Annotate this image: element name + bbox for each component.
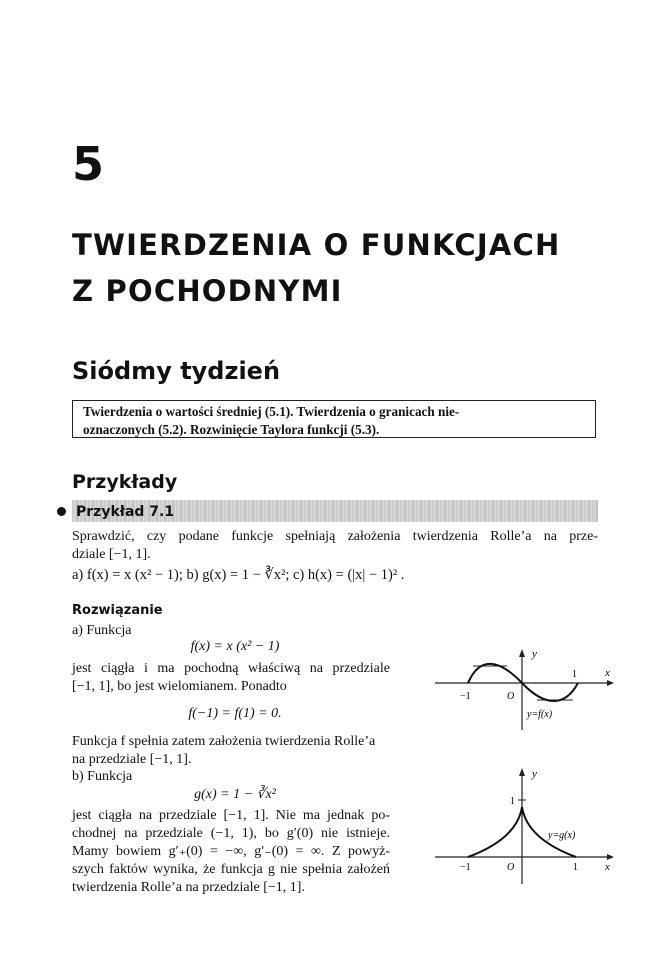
week-summary-line2: oznaczonych (5.2). Rozwinięcie Taylora funkcji (5.3).: [83, 422, 380, 437]
fig2-tick-y: 1: [510, 796, 515, 807]
chapter-number: 5: [72, 137, 105, 191]
solution-b-line5: twierdzenia Rolle’a na przedziale [−1, 1].: [72, 880, 305, 895]
fig1-tick-pos: 1: [572, 669, 577, 680]
functions-list: a) f(x) = x (x² − 1); b) g(x) = 1 − ∛x²; c) h(x) = (|x| − 1)² .: [72, 567, 405, 583]
solution-b-line2: chodnej na przedziale (−1, 1), bo g′(0) nie istnieje.: [72, 826, 390, 841]
solution-a-text: [72, 660, 390, 696]
fig1-tick-neg: −1: [460, 691, 471, 702]
solution-a-equation2: f(−1) = f(1) = 0.: [188, 706, 282, 721]
problem-line1: Sprawdzić, czy podane funkcje spełniają założenia twierdzenia Rolle’a na prze-: [72, 529, 598, 544]
examples-heading: Przykłady: [72, 471, 178, 493]
chapter-title-line1: TWIERDZENIA O FUNKCJACH: [72, 228, 561, 262]
solution-a-line1: jest ciągła i ma pochodną właściwą na przedziale: [72, 661, 390, 676]
fig2-tick-pos: 1: [573, 862, 578, 873]
solution-a-line4: na przedziale [−1, 1].: [72, 752, 192, 767]
fig2-x-axis-label: x: [605, 861, 610, 873]
solution-b-line4: szych faktów wynika, że funkcja g nie spełnia założeń: [72, 862, 390, 877]
solution-b-line1: jest ciągła na przedziale [−1, 1]. Nie ma jednak po-: [72, 808, 390, 823]
chapter-title: [72, 222, 560, 314]
example-label: Przykład 7.1: [76, 504, 175, 520]
solution-a-conclusion: [72, 733, 390, 769]
problem-line2: dziale [−1, 1].: [72, 547, 151, 562]
fig2-tick-neg: −1: [460, 862, 471, 873]
bullet-icon: [57, 507, 66, 516]
solution-a-line2: [−1, 1], bo jest wielomianem. Ponadto: [72, 679, 287, 694]
fig1-curve-label: y=f(x): [527, 709, 553, 720]
solution-b-label: b) Funkcja: [72, 769, 133, 784]
figure-f-graph: [425, 645, 615, 735]
solution-b-text: [72, 807, 390, 897]
week-summary-line1: Twierdzenia o wartości średniej (5.1). Twierdzenia o granicach nie-: [83, 404, 460, 419]
fig2-y-axis-label: y: [532, 768, 537, 780]
figure-g-graph: [425, 762, 615, 892]
fig1-x-axis-label: x: [605, 667, 610, 679]
solution-b-line3: Mamy bowiem g′₊(0) = −∞, g′₋(0) = ∞. Z powyż-: [72, 844, 390, 859]
problem-statement: [72, 528, 598, 564]
solution-a-label: a) Funkcja: [72, 623, 132, 638]
fig2-origin: O: [507, 862, 515, 873]
fig1-origin: O: [507, 691, 515, 702]
week-summary-box: [72, 400, 596, 438]
fig2-curve-label: y=g(x): [548, 830, 576, 841]
week-title: Siódmy tydzień: [72, 357, 281, 385]
solution-a-line3: Funkcja f spełnia zatem założenia twierdzenia Rolle’a: [72, 734, 376, 749]
solution-a-equation1: f(x) = x (x² − 1): [190, 639, 280, 654]
solution-b-equation1: g(x) = 1 − ∛x²: [194, 787, 276, 802]
chapter-title-line2: Z POCHODNYMI: [72, 274, 343, 308]
solution-heading: Rozwiązanie: [72, 603, 163, 618]
fig1-y-axis-label: y: [532, 648, 537, 660]
